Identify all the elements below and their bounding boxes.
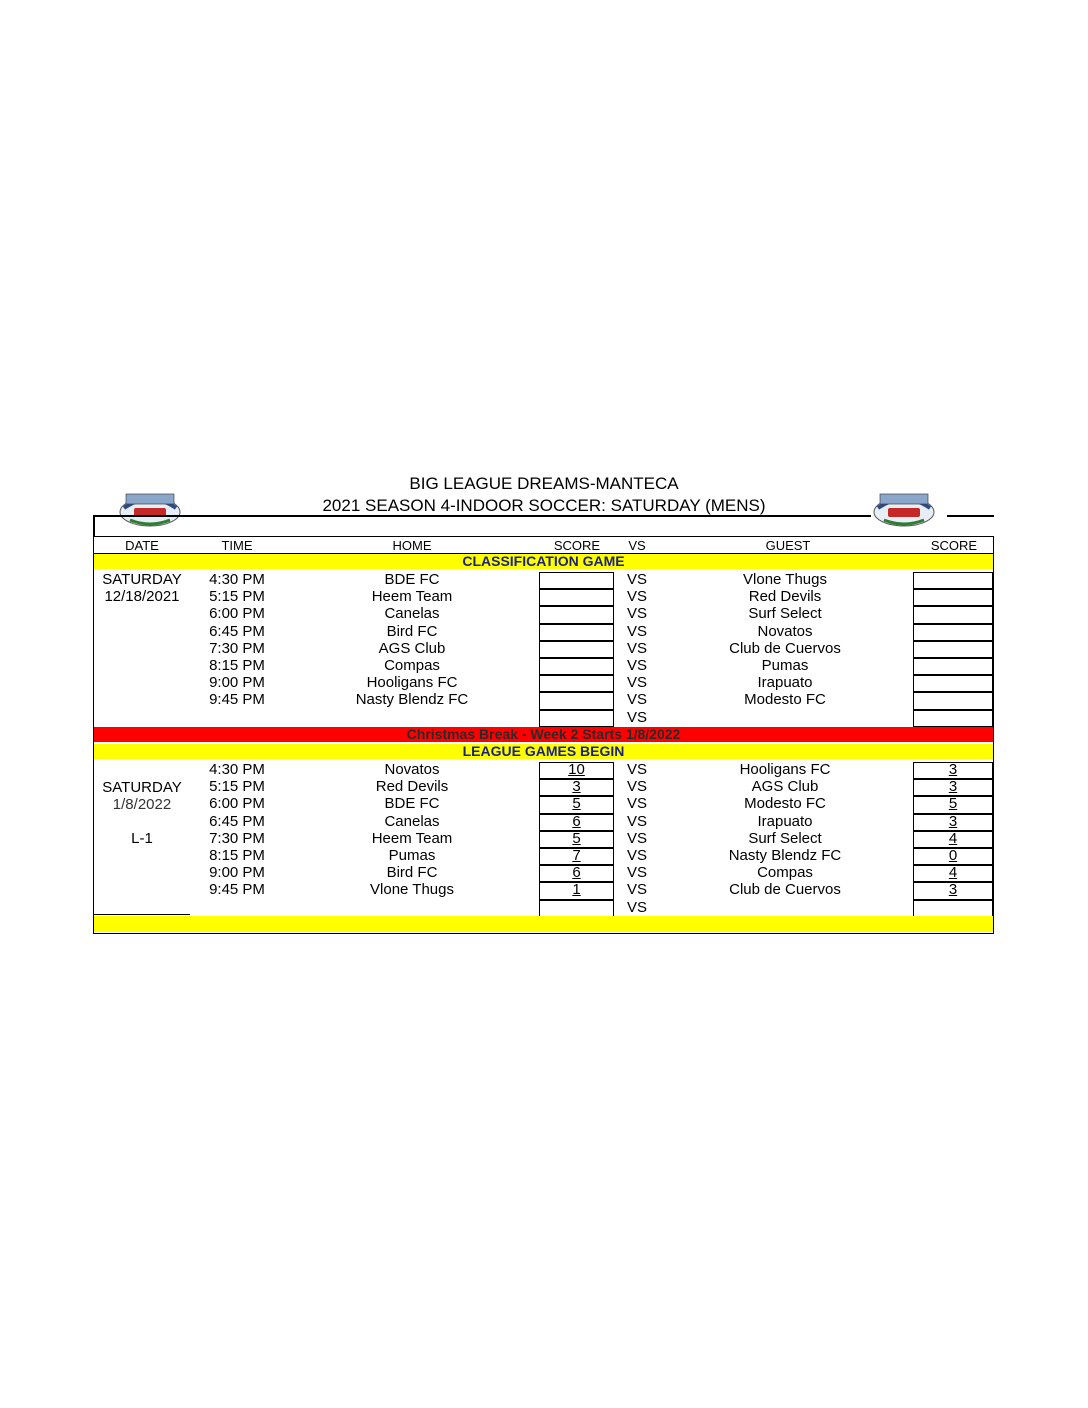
classification-band: CLASSIFICATION GAME (94, 554, 993, 569)
home-score-box (539, 572, 614, 589)
game-time: 8:15 PM (209, 657, 265, 674)
home-score-box (539, 710, 614, 727)
home-score-box (539, 589, 614, 606)
guest-team: AGS Club (751, 778, 819, 796)
home-team: Compas (384, 657, 440, 674)
col-header-guest-score: SCORE (930, 538, 978, 553)
game-time: 9:00 PM (209, 674, 265, 692)
col-header-home: HOME (392, 538, 432, 553)
guest-score-box (913, 675, 993, 692)
home-score: 5 (572, 829, 581, 847)
game-time: 6:45 PM (209, 622, 265, 640)
vs-label: VS (626, 674, 647, 692)
col-header-vs: VS (628, 538, 646, 553)
game-time: 9:45 PM (209, 881, 265, 899)
vs-label: VS (626, 864, 647, 882)
guest-team: Compas (757, 864, 813, 882)
home-team: Nasty Blendz FC (355, 691, 469, 709)
home-score-box (539, 624, 614, 641)
vs-label: VS (626, 691, 647, 709)
header-rule (93, 515, 994, 537)
home-score-box (539, 900, 614, 917)
home-team: Bird FC (386, 622, 438, 640)
guest-score-box (913, 658, 993, 675)
game-time: 6:00 PM (209, 605, 265, 623)
col-header-guest: GUEST (765, 538, 811, 553)
home-score: 1 (572, 881, 581, 899)
home-score-box (539, 606, 614, 623)
page-subtitle: 2021 SEASON 4-INDOOR SOCCER: SATURDAY (MENS) (322, 496, 766, 515)
guest-team: Irapuato (757, 812, 813, 830)
guest-team: Modesto FC (744, 691, 826, 709)
home-team: Novatos (384, 761, 440, 778)
home-score-box (539, 641, 614, 658)
date-col-divider (94, 914, 190, 915)
guest-team: Nasty Blendz FC (728, 847, 842, 864)
home-team: Hooligans FC (366, 674, 458, 692)
week2-day: SATURDAY (102, 779, 182, 796)
guest-score: 3 (948, 778, 958, 796)
guest-score-box (913, 624, 993, 641)
home-team: BDE FC (384, 571, 440, 588)
vs-label: VS (626, 881, 647, 899)
home-score: 6 (572, 812, 581, 830)
col-header-date: DATE (125, 538, 159, 553)
week1-day: SATURDAY (102, 571, 182, 588)
game-time: 7:30 PM (209, 639, 265, 657)
home-score: 6 (572, 864, 581, 882)
guest-score: 3 (948, 881, 958, 899)
vs-label: VS (626, 588, 647, 606)
home-team: BDE FC (384, 795, 440, 813)
home-score: 5 (572, 795, 581, 813)
game-time: 6:45 PM (209, 812, 265, 830)
vs-label: VS (626, 812, 647, 830)
guest-team: Novatos (757, 622, 813, 640)
guest-score-box (913, 589, 993, 606)
guest-team: Vlone Thugs (743, 571, 827, 588)
guest-score-box (913, 606, 993, 623)
guest-score: 4 (948, 864, 958, 882)
week1-date: 12/18/2021 (104, 588, 180, 605)
home-score-box (539, 675, 614, 692)
vs-label: VS (626, 622, 647, 640)
home-team: Heem Team (371, 829, 453, 847)
game-time: 9:45 PM (209, 691, 265, 709)
guest-score-box (913, 641, 993, 658)
home-score: 3 (572, 778, 581, 796)
home-score: 10 (568, 761, 585, 778)
guest-score: 3 (948, 812, 958, 830)
game-time: 5:15 PM (209, 588, 265, 606)
vs-label: VS (626, 761, 647, 778)
home-team: Heem Team (371, 588, 453, 606)
guest-score: 3 (948, 761, 958, 778)
guest-team: Surf Select (748, 605, 822, 623)
home-team: Vlone Thugs (370, 881, 454, 899)
guest-team: Red Devils (748, 588, 822, 606)
guest-team: Club de Cuervos (729, 639, 841, 657)
home-team: Red Devils (375, 778, 449, 796)
home-score-box (539, 692, 614, 709)
game-time: 4:30 PM (209, 571, 265, 588)
guest-score-box (913, 692, 993, 709)
guest-team: Hooligans FC (739, 761, 831, 778)
week2-label: L-1 (131, 830, 153, 847)
guest-score-box (913, 572, 993, 589)
vs-label: VS (626, 778, 647, 796)
footer-band (94, 916, 993, 932)
vs-label: VS (626, 708, 647, 726)
guest-team: Irapuato (757, 674, 813, 692)
page-title: BIG LEAGUE DREAMS-MANTECA (409, 474, 679, 493)
guest-team: Modesto FC (744, 795, 826, 813)
game-time: 7:30 PM (209, 829, 265, 847)
home-score-box (539, 658, 614, 675)
guest-team: Club de Cuervos (729, 881, 841, 899)
vs-label: VS (626, 829, 647, 847)
guest-team: Surf Select (748, 829, 822, 847)
vs-label: VS (626, 571, 647, 588)
home-team: Pumas (388, 847, 436, 864)
game-time: 8:15 PM (209, 847, 265, 864)
game-time: 5:15 PM (209, 778, 265, 796)
vs-label: VS (626, 847, 647, 864)
league-games-band: LEAGUE GAMES BEGIN (94, 744, 993, 759)
col-header-home-score: SCORE (553, 538, 601, 553)
week2-date: 1/8/2022 (112, 796, 172, 813)
game-time: 6:00 PM (209, 795, 265, 813)
vs-label: VS (626, 898, 647, 916)
guest-score: 4 (948, 829, 958, 847)
vs-label: VS (626, 795, 647, 813)
game-time: 9:00 PM (209, 864, 265, 882)
guest-score-box (913, 710, 993, 727)
guest-score: 5 (948, 795, 958, 813)
game-time: 4:30 PM (209, 761, 265, 778)
vs-label: VS (626, 605, 647, 623)
guest-team: Pumas (761, 657, 809, 674)
guest-score: 0 (948, 847, 958, 864)
vs-label: VS (626, 639, 647, 657)
vs-label: VS (626, 657, 647, 674)
home-team: Canelas (384, 812, 440, 830)
home-team: Bird FC (386, 864, 438, 882)
home-team: Canelas (384, 605, 440, 623)
home-score: 7 (572, 847, 581, 864)
break-band: Christmas Break - Week 2 Starts 1/8/2022 (94, 727, 993, 742)
guest-score-box (913, 900, 993, 917)
home-team: AGS Club (378, 639, 446, 657)
col-header-time: TIME (221, 538, 253, 553)
